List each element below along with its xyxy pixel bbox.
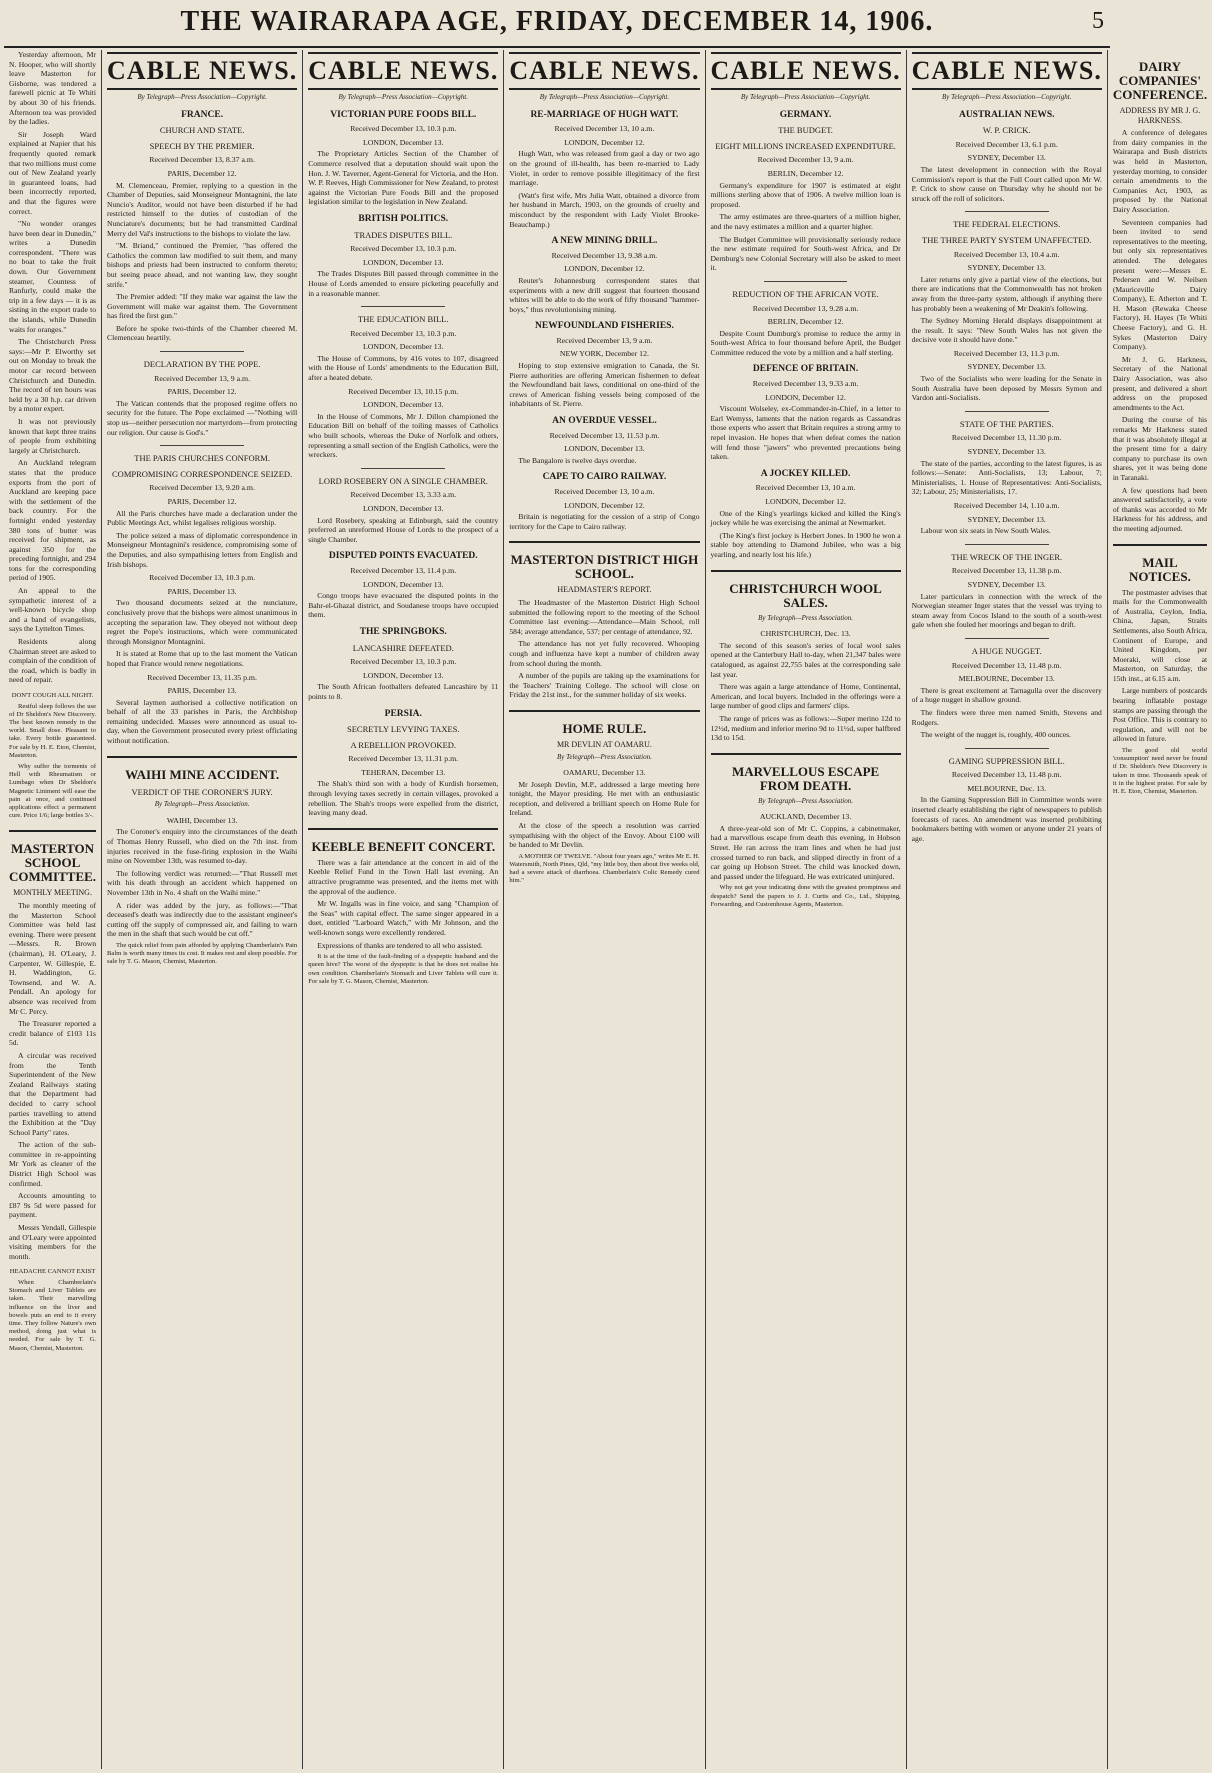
divider [509,541,699,543]
article-heading: RE-MARRIAGE OF HUGH WATT. [530,109,679,120]
section-heading: MASTERTON SCHOOL COMMITTEE. [9,841,97,885]
paragraph: The Christchurch Press says:—Mr P. Elworthy set out on Monday to break the motor car record between Christchurch and Dunedin. The record of ten hours was held by a 30 h.p. car driven by a motor expert. [9,337,97,414]
paragraph: The Coroner's enquiry into the circumstances of the death of Thomas Henry Russell, who died on the 7th inst. from injuries received in the fuse-firing explosion in the Waihi mine on November 13th, was resumed to-day. [107,827,298,866]
dateline: TEHERAN, December 13. [361,767,446,777]
dateline: LONDON, December 12. [564,137,645,147]
cable-news-banner: CABLE NEWS. [509,52,699,90]
divider [1113,544,1207,546]
received-line: Received December 13, 10.15 p.m. [348,386,459,396]
advertisement: Restful sleep follows the use of Dr Sheldon's New Discovery. The best known remedy in the world. Small dose. Pleasant to take. Every bottle guaranteed. For sale by H. E. Eton, Chemist, Masterton. [9,702,97,759]
received-line: Received December 13, 10 a.m. [755,483,856,493]
section-subheading: MONTHLY MEETING. [13,888,92,898]
article-heading: DISPUTED POINTS EVACUATED. [328,551,478,562]
cable-news-banner: CABLE NEWS. [912,52,1102,90]
paragraph: (The King's first jockey is Herbert Jones. In 1900 he won a stable boy attending to Diamond Jubilee, who was a big yearling, and nearly lost his life.) [710,530,901,559]
cable-news-banner: CABLE NEWS. [308,52,498,90]
dateline: SYDNEY, December 13. [967,579,1046,589]
dateline: LONDON, December 13. [362,670,444,680]
columns [4,50,1208,1769]
dateline: BERLIN, December 12. [767,317,844,327]
cable-news-banner: CABLE NEWS. [711,52,901,90]
divider [965,211,1049,212]
divider [965,638,1049,639]
paragraph: The Sydney Morning Herald displays disappointment at the result. It says: "New South Wales has not given the decisive vote it should have done." [911,316,1102,345]
paragraph: Several laymen authorised a collective notification on behalf of all the 33 parishes in Paris, the Archbishop remaining undecided. Masses were announced as usual to-day, when the Government prosecuted every priest officiating without notification. [107,697,298,746]
article-heading: FRANCE. [181,109,224,120]
paragraph: In the House of Commons, Mr J. Dillon championed the Education Bill on behalf of the toiling masses of Catholics who built schools, whereas the Duke of Norfolk and others, representing a small section of the English Catholics, were the wreckers. [308,411,499,460]
dateline: LONDON, December 13. [362,400,444,410]
section-heading: DAIRY COMPANIES' CONFERENCE. [1112,59,1208,102]
article-subheading: THE FEDERAL ELECTIONS. [953,219,1061,230]
paragraph: (Watt's first wife, Mrs Julia Watt, obtained a divorce from her husband in March, 1903, on the grounds of cruelty and misconduct by the respondent with Lady Violet Brooke-Beauchamp.) [509,190,700,229]
paragraph: The Bangalore is twelve days overdue. [518,455,637,465]
section-subheading: MR DEVLIN AT OAMARU. [556,739,652,749]
divider [107,756,297,758]
received-line: Received December 13, 11.31 p.m. [348,754,459,764]
article-subheading: THE THREE PARTY SYSTEM UNAFFECTED. [922,234,1092,245]
received-line: Received December 13, 9 a.m. [154,373,251,383]
article-subheading: SECRETLY LEVYING TAXES. [347,724,460,735]
paragraph: The range of prices was as follows:—Super merino 12d to 12½d, medium and inferior merino 9d to 11½d, super halfbred 13d to 15d. [710,713,901,743]
dateline: NEW YORK, December 12. [559,349,649,359]
received-line: Received December 13, 10.3 p.m. [350,328,457,338]
divider [160,351,244,352]
paragraph: The second of this season's series of local wool sales opened at the Canterbury Hall to-day, when 21,347 bales were catalogued, as against 22,755 bales at the corresponding sale last year. [710,640,901,679]
paragraph: Sir Joseph Ward explained at Napier that his frequently quoted remark that two millions must come out of New Zealand yearly in guaranteed loans, had been incorrectly reported, and that the figures were correct. [9,129,97,216]
paragraph: Seventeen companies had been invited to send representatives to the meeting, but only six representatives attended. The delegates present were:—Messrs E. Pedersen and W. Neilsen (Mauriceville Dairy Company), E. Atherton and T. H. Mason (Rewaka Cheese Factory), H. Hayes (Te Whiti Cheese Factory), and G. H. Sykes (Masterton Dairy Company). [1112,217,1208,352]
article-subheading: THE WRECK OF THE INGER. [951,551,1063,562]
paragraph: A three-year-old son of Mr C. Coppins, a cabinetmaker, had a marvellous escape from death this evening, in Hobson Street. He ran across the tram lines and when he had just crossed turned to run back, and slipped directly in front of a car going up Hobson Street. The child was knocked down, and passed under the lifeguard. He was extricated uninjured. [710,823,901,881]
paragraph: Messrs Yendall, Gillespie and O'Leary were appointed visiting members for the month. [9,1223,97,1261]
dateline: MELBOURNE, Dec. 13. [967,783,1047,793]
divider [361,468,445,469]
byline: By Telegraph—Press Association—Copyright. [740,93,871,101]
paragraph: A few questions had been answered satisfactorily, a vote of thanks was accorded to Mr Harkness for his address, and the meeting adjourned. [1112,485,1208,533]
paragraph: The Headmaster of the Masterton District High School submitted the following report to the meeting of the School Committee last evening:—Attendance—Main School, roll 584; average attendance, 537; per centage of attendance, 92. [509,597,700,636]
received-line: Received December 13, 10 a.m. [554,487,655,496]
article-heading: AUSTRALIAN NEWS. [958,109,1055,120]
paragraph: One of the King's yearlings kicked and killed the King's jockey while he was exercising the animal at Newmarket. [710,508,901,528]
advertisement: It is at the time of the fault-finding of a dyspeptic husband and the queen hive? The worst of the dyspeptic is that he does not realise his own condition. Chamberlain's Stomach and Liver Tablets will cure it. For sale by T. G. Mason, Chemist, Masterton. [308,953,499,985]
received-line: Received December 13, 9.20 a.m. [149,483,255,493]
paragraph: It is stated at Rome that up to the last moment the Vatican hoped that France would renew negotiations. [107,649,298,668]
article-subheading: DECLARATION BY THE POPE. [143,359,261,370]
article-subheading: REDUCTION OF THE AFRICAN VOTE. [732,288,879,299]
dateline: SYDNEY, December 13. [967,447,1046,457]
byline: By Telegraph—Press Association. [758,796,853,805]
paragraph: The Vatican contends that the proposed regime offers no security for the future. The Pope exclaimed —"Nothing will stop us—neither persecution nor martyrdom—from protecting our religion. Our cause is God's." [107,398,298,437]
received-line: Received December 13, 10.3 p.m. [350,244,457,254]
column-1 [4,50,102,1769]
section-heading: MARVELLOUS ESCAPE FROM DEATH. [731,763,880,793]
dateline: BERLIN, December 12. [767,168,844,178]
paragraph: All the Paris churches have made a declaration under the Public Meetings Act, whilst legalises religious worship. [107,508,298,528]
dateline: AUCKLAND, December 13. [759,812,852,822]
section-heading: MAIL NOTICES. [1129,554,1191,584]
article-heading: A NEW MINING DRILL. [551,236,658,247]
byline: By Telegraph—Press Association. [557,752,652,761]
advertisement: The quick relief from pain afforded by applying Chamberlain's Pain Balm is worth many times its cost. It makes rest and sleep possible. For sale by T. G. Mason, Chemist, Masterton. [107,941,298,966]
cable-news-banner: CABLE NEWS. [107,52,297,90]
paragraph: A rider was added by the jury, as follows:—"That deceased's death was indirectly due to the assistant engineer's cutting off the supply of compressed air, and failing to warn the men in the shaft that such would be cut off." [107,900,298,939]
section-subheading: ADDRESS BY MR J. G. HARKNESS. [1119,106,1201,125]
section-heading: WAIHI MINE ACCIDENT. [125,766,280,782]
article-heading: A JOCKEY KILLED. [760,468,851,479]
paragraph: The postmaster advises that mails for the Commonwealth of Australia, Ceylon, India, China, Japan, Straits Settlements, also South Africa, Continent of Europe, and United Kingdom, per Moeraki, will close at Masterton, on Saturday, the 15th inst., at 6.15 a.m. [1112,587,1208,683]
paragraph: In the Gaming Suppression Bill in Committee words were inserted clearly establishing the right of newspapers to publish forecasts of races. An amendment was inserted prohibiting bookmakers betting with women or anyone under 21 years of age. [911,795,1102,843]
masthead [4,2,1110,48]
article-subheading: CHURCH AND STATE. [159,125,245,136]
paragraph: Later particulars in connection with the wreck of the Norwegian steamer Inger states that the vessel was trying to steam away from Cocos Island to the south of a south-west gale when she fouled her moorings and began to drift. [911,591,1102,630]
paragraph: At the close of the speech a resolution was carried sympathising with the object of the Envoy. About £100 will be handed to Mr Devlin. [509,821,700,850]
page-number: 5 [1092,8,1104,34]
article-heading: THE SPRINGBOKS. [359,626,447,637]
received-line: Received December 13, 9.33 a.m. [752,379,859,389]
byline: By Telegraph—Press Association—Copyright. [137,93,267,101]
paragraph: The army estimates are three-quarters of a million higher, and the navy estimates a million and a quarter higher. [710,212,901,231]
paragraph: Mr J. G. Harkness, Secretary of the National Dairy Association, was also present, and delivered a short address on the proposed amendments to the Act. [1112,354,1208,412]
paragraph: Mr Joseph Devlin, M.P., addressed a large meeting here tonight, the Mayor presiding. He met with an enthusiastic reception, and delivered a brilliant speech on Home Rule for Ireland. [509,779,700,818]
byline: By Telegraph—Press Association. [758,613,853,622]
paragraph: There was again a large attendance of Home, Continental, American, and local buyers. Included in the offerings were a large number of good clips and farmers' clips. [710,682,901,711]
paragraph: Before he spoke two-thirds of the Chamber cheered M. Clemenceau heartily. [107,323,298,343]
divider [965,411,1049,412]
paragraph: Despite Count Dumburg's promise to reduce the army in South-west Africa to four thousand before April, the Budget Committee reduced the vote by a million and a half sterling. [710,328,901,357]
dateline: SYDNEY, December 13. [967,362,1046,372]
ad-heading: HEADACHE CANNOT EXIST [9,1268,96,1276]
section-heading: MASTERTON DISTRICT HIGH SCHOOL. [510,552,699,582]
received-line: Received December 13, 11.48 p.m. [951,770,1062,780]
paragraph: "No wonder oranges have been dear in Dunedin," writes a Dunedin correspondent. "There was no boat to take the fruit down. Our Government steamer, Countess of Ranfurly, could make the trip in a few days — it is as sisting in the export trade to the islands, while Dunedin waits for oranges." [9,219,97,334]
paragraph: During the course of his remarks Mr Harkness stated that it was absolutely illegal at the present time for a dairy company to purchase its own shares, yet it was being done in Taranaki. [1112,415,1208,482]
divider [711,753,901,755]
received-line: Received December 13, 6.1 p.m. [955,139,1058,149]
received-line: Received December 13, 11.53 p.m. [549,430,660,440]
paragraph: The House of Commons, by 416 votes to 107, disagreed with the House of Lords' amendments to the Education Bill, after a heated debate. [308,353,499,383]
article-subheading: LORD ROSEBERY ON A SINGLE CHAMBER. [318,475,488,486]
received-line: Received December 13, 9.28 a.m. [752,303,859,313]
paragraph: The latest development in connection with the Royal Commission's report is that the Full Court called upon Mr W. P. Crick to show cause on Thursday why he should not be struck off the roll of solicitors. [911,164,1102,203]
paragraph: The South African footballers defeated Lancashire by 11 points to 8. [308,682,499,701]
paragraph: Lord Rosebery, speaking at Edinburgh, said the country preferred an unreformed House of Lords to the prospect of a single Chamber. [308,515,499,544]
dateline: LONDON, December 13. [362,342,444,352]
paragraph: Expressions of thanks are tendered to all who assisted. [317,940,483,950]
divider [764,281,848,282]
paragraph: An Auckland telegram states that the produce exports from the port of Auckland are keeping pace with the settlement of the back country. For the fortnight ended yesterday 380 tons of butter was received for shipment, as against 350 for the preceding fortnight, and 294 tons for the corresponding period of 1905. [9,458,97,583]
divider [711,570,901,572]
received-line: Received December 13, 10 a.m. [554,124,655,134]
paragraph: The attendance has not yet fully recovered. Whooping cough and influenza have kept a number of children away from school during the month. [509,639,700,668]
paragraph: The Treasurer reported a credit balance of £103 11s 5d. [9,1019,97,1048]
article-subheading: VERDICT OF THE CORONER'S JURY. [131,786,273,797]
divider [965,544,1049,545]
dateline: PARIS, December 12. [167,497,237,506]
dateline: PARIS, December 13. [167,586,237,596]
paragraph: The Shah's third son with a body of Kurdish horsemen, through levying taxes secretly in certain villages, provoked a rebellion. The Shah's troops were expelled from the district, leaving many dead. [308,779,499,818]
paragraph: Yesterday afternoon, Mr N. Hooper, who will shortly leave Masterton for Gisborne, was tendered a farewell picnic at Te Whiti by about 30 of his friends. Afternoon tea was provided by the ladies. [9,50,97,127]
divider [9,830,96,832]
received-line: Received December 13, 11.38 p.m. [951,566,1062,576]
received-line: Received December 13, 10.3 p.m. [350,124,457,134]
paragraph: The following verdict was returned:—"That Russell met with his death through an accident which happened on November 13th in No. 4 shaft on the Waihi mine." [107,868,298,897]
received-line: Received December 13, 9 a.m. [556,335,653,345]
advertisement: When Chamberlain's Stomach and Liver Tablets are taken. Their marvelling influence on the liver and bowels puts an end to it every time. They follow Nature's own method, doing just what is needed. For sale by T. G. Mason, Chemist, Masterton. [9,1279,97,1352]
paragraph: The Premier added: "If they make war against the law the Government will make war against them. The Government has fired the first gun." [107,292,298,321]
dateline: PARIS, December 13. [167,686,237,696]
paragraph: Later returns only give a partial view of the elections, but there are indications that the Commonwealth has not broken away from the three-party system, although if anything there has probably been a weakening of Mr Deakin's following. [911,274,1102,313]
received-line: Received December 13, 10.3 p.m. [350,657,457,667]
article-subheading: GAMING SUPPRESSION BILL. [948,755,1065,766]
newspaper-title: THE WAIRARAPA AGE, FRIDAY, DECEMBER 14, 1906. [180,6,934,37]
advertisement: Why suffer the torments of Hell with Rheumatism or Lumbago when Dr Sheldon's Magnetic Liniment will ease the pain at once, and continued applications effect a permanent cure. Price 1/6; large bottles 3/-. [9,763,97,820]
received-line: Received December 13, 8.37 a.m. [149,155,255,165]
received-line: Received December 13, 11.48 p.m. [951,660,1062,670]
article-heading: DEFENCE OF BRITAIN. [752,364,859,375]
article-subheading: A HUGE NUGGET. [971,645,1042,656]
article-heading: CAPE TO CAIRO RAILWAY. [542,472,667,483]
paragraph: Mr W. Ingalls was in fine voice, and sang "Champion of the Seas" with capital effect. The same singer appeared in a duet, entitled "Larboard Watch," with Mr Johnson, and the well-known songs were excellently rendered. [308,899,499,937]
paragraph: Hoping to stop extensive emigration to Canada, the St. Pierre authorities are offering American fishermen to defeat the Newfoundland bait laws, conditional on one-third of the crews of American fishing vessels being composed of the inhabitants of St. Pierre. [509,361,700,409]
advertisement: A MOTHER OF TWELVE. "About four years ago," writes Mr E. H. Watersmith, North Pines, Qld, "my little boy, then about five weeks old, had a severe attack of diarrhoea. Chamberlain's Colic Remedy cured him." [509,852,700,885]
received-line: Received December 13, 11.30 p.m. [951,433,1062,443]
paragraph: Viscount Wolseley, ex-Commander-in-Chief, in a letter to Earl Wemyss, laments that the nation regards as Cassandras those experts who assert that Britain requires a strong army to repel invasion. He hopes that when defeat comes the nation will fend those "jawers" who prevented precautions being taken. [710,404,901,462]
paragraph: An appeal to the sympathetic interest of a well-known bicycle shop and a band of evangelists, says the Lyttelton Times. [9,586,97,634]
section-heading: HOME RULE. [562,720,647,736]
dateline: LONDON, December 12. [564,264,645,274]
column-3 [303,50,504,1769]
article-heading: NEWFOUNDLAND FISHERIES. [535,321,674,332]
dateline: WAIHI, December 13. [166,815,238,825]
article-subheading: A REBELLION PROVOKED. [350,739,457,750]
divider [308,828,498,830]
dateline: SYDNEY, December 13. [967,153,1046,163]
paragraph: Large numbers of postcards bearing inflatable postage stamps are passing through the Post Office. This is contrary to regulation, and will not be allowed in future. [1112,686,1208,744]
paragraph: The police seized a mass of diplomatic correspondence in Monseigneur Montagnini's residence, compromising some of the Deputies, and also sympathising letters from English and Irish bishops. [107,530,298,569]
paragraph: Residents along Chairman street are asked to complain of the condition of the road, which is badly in need of repair. [9,637,97,685]
dateline: SYDNEY, December 13. [967,263,1046,273]
ad-heading: DON'T COUGH ALL NIGHT. [11,692,94,699]
byline: By Telegraph—Press Association—Copyright. [338,93,468,101]
article-subheading: EIGHT MILLIONS INCREASED EXPENDITURE. [715,140,896,151]
article-heading: AN OVERDUE VESSEL. [552,416,657,427]
received-line: Received December 13, 9 a.m. [757,155,854,165]
paragraph: The Budget Committee will provisionally seriously reduce the new estimate required for South-west Africa, and Dr Dernburg's new Colonial Secretary will also be asked to meet it. [710,234,901,273]
paragraph: Reuter's Johannesburg correspondent states that experiments with a new drill suggest that fourteen thousand whites will be able to do the work of fifty thousand "hammer-boys," thus revolutionising mining. [509,275,700,314]
dateline: LONDON, December 13. [362,504,444,513]
article-subheading: STATE OF THE PARTIES. [959,418,1054,429]
article-subheading: SPEECH BY THE PREMIER. [149,140,255,151]
paragraph: The Trades Disputes Bill passed through committee in the House of Lords amended to ensure picketing peacefully and in a reasonable manner. [308,269,499,298]
article-subheading: W. P. CRICK. [982,125,1031,136]
article-subheading: COMPROMISING CORRESPONDENCE SEIZED. [112,468,293,479]
paragraph: Britain is negotiating for the cession of a strip of Congo territory for the Cape to Cairo railway. [509,512,700,531]
received-line: Received December 13, 9.38 a.m. [551,250,658,260]
paragraph: The action of the sub-committee in re-appointing Mr York as cleaner of the District High School was confirmed. [9,1140,97,1188]
paragraph: The weight of the nugget is, roughly, 400 ounces. [920,730,1071,740]
dateline: LONDON, December 12. [765,497,846,506]
article-subheading: TRADES DISPUTES BILL. [354,229,453,240]
paragraph: Two thousand documents seized at the nunciature, conclusively prove that the bishops were almost unanimous in accepting the separation law. They obeyed not without deep regret the Pope's instructions, which were communicated through Monsignor Montagnini. [107,598,298,646]
dateline: PARIS, December 12. [167,168,237,178]
column-4 [504,50,705,1769]
advertisement: Why not get your indicating done with the greatest promptness and despatch? Send the papers to J. J. Curtis and Co., Ltd., Shipping, Forwarding, and Customhouse Agents, Masterton. [710,884,901,908]
received-line: Received December 14, 1.10 a.m. [953,501,1060,510]
dateline: LONDON, December 13. [362,579,444,589]
article-heading: BRITISH POLITICS. [358,213,449,224]
byline: By Telegraph—Press Association. [154,800,250,809]
paragraph: A conference of delegates from dairy companies in the Wairarapa and Bush districts was held in Masterton, yesterday morning, to consider certain amendments to the Companies Act, 1903, as proposed by the National Dairy Association. [1112,128,1208,214]
article-subheading: LANCASHIRE DEFEATED. [352,642,454,653]
dateline: LONDON, December 13. [362,137,444,147]
dateline: LONDON, December 12. [564,500,645,510]
paragraph: The finders were three men named Smith, Stevens and Rodgers. [911,707,1102,727]
article-heading: VICTORIAN PURE FOODS BILL. [330,109,477,120]
paragraph: Accounts amounting to £87 9s 5d were passed for payment. [9,1191,97,1220]
byline: By Telegraph—Press Association—Copyright. [539,93,670,101]
received-line: Received December 13, 11.3 p.m. [953,348,1060,358]
paragraph: M. Clemenceau, Premier, replying to a question in the Chamber of Deputies, said Monseigneur Montagnini, the late Nuncio's Auditor, would not have been disturbed if he had restricted himself to the duties of custodian of the Nunciature's documents; but he had transmitted Cardinal Merry del Val's instructions to the bishops to violate the law. [107,180,298,238]
article-subheading: THE EDUCATION BILL. [358,314,449,325]
paragraph: A circular was received from the Tenth Superintendent of the New Zealand Railways stating that the Department had decided to carry school parties travelling to attend the Exhibition at the "Day School Party" rates. [9,1050,97,1137]
column-5 [706,50,907,1769]
paragraph: The Proprietary Articles Section of the Chamber of Commerce resolved that a deputation should wait upon the Hon. J. W. Taverner, Agent-General for Victoria, and the Hon. W. P. Reeves, High Commissioner for New Zealand, to protest against the Victorian Pure Foods Bill and the proposed legislation similar to the legislation in New Zealand. [308,149,499,207]
paragraph: There was a fair attendance at the concert in aid of the Keeble Relief Fund in the Town Hall last evening. An attractive programme was presented, and the items met with the approval of the audience. [308,857,499,896]
paragraph: "M. Briand," continued the Premier, "has offered the Catholics the common law modified to suit them, and many bishops and priests had been instructed to conform thereto; but seeing peace ahead, and not wanting law, they sought strife." [107,241,298,289]
received-line: Received December 13, 11.35 p.m. [147,672,257,682]
dateline: MELBOURNE, December 13. [958,674,1055,684]
dateline: LONDON, December 13. [362,257,444,267]
article-heading: GERMANY. [779,109,832,120]
paragraph: Two of the Socialists who were leading for the Senate in South Australia have been deposed by Messrs Symon and Vardon anti-Socialists. [911,374,1102,403]
advertisement: The good old world 'consumption' need never be found if Dr. Sheldon's New Discovery is taken in time. Thousands speak of it in the highest praise. For sale by H. E. Eton, Chemist, Masterton. [1112,747,1208,796]
paragraph: Hugh Watt, who was released from gaol a day or two ago on the ground of ill-health, has been re-married to Lady Violet, in order to remove possible illegitimacy of the first marriage. [509,149,700,188]
column-6 [907,50,1108,1769]
paragraph: A number of the pupils are taking up the examinations for the Teachers' Training College. The school will close on Friday the 21st inst., for the summer holiday of six weeks. [509,671,700,700]
received-line: Received December 13, 11.4 p.m. [350,565,457,575]
dateline: CHRISTCHURCH, Dec. 13. [760,629,851,639]
section-heading: KEEBLE BENEFIT CONCERT. [311,838,496,854]
divider [361,306,445,307]
paragraph: There is great excitement at Tarnagulla over the discovery of a huge nugget in shallow ground. [911,685,1102,705]
article-heading: PERSIA. [384,708,422,719]
dateline: OAMARU, December 13. [563,768,646,778]
column-7 [1108,50,1212,1769]
dateline: PARIS, December 12. [167,387,237,397]
dateline: LONDON, December 13. [564,444,645,454]
article-subheading: THE BUDGET. [778,125,833,136]
divider [509,710,699,712]
dateline: SYDNEY, December 13. [967,514,1046,524]
received-line: Received December 13, 3.33 a.m. [350,490,457,500]
column-2 [102,50,303,1769]
paragraph: It was not previously known that kept three trains of people from exhibiting largely at Christchurch. [9,416,97,455]
paragraph: Labour won six seats in New South Wales. [920,526,1051,536]
paragraph: The state of the parties, according to the latest figures, is as follows:—Senate: Anti-Socialists, 13; Labour, 7; Ministerialists, 1. House of Representatives: Anti-Socialists, 32; Labour, 25; Ministerialists, 17. [911,458,1102,497]
received-line: Received December 13, 10.4 a.m. [953,249,1060,259]
paragraph: Congo troops have evacuated the disputed points in the Bahr-el-Ghazal district, and Soudanese troops have occupied them. [308,591,499,620]
dateline: LONDON, December 12. [765,392,846,402]
byline: By Telegraph—Press Association—Copyright. [942,93,1072,101]
divider [160,445,244,446]
paragraph: Germany's expenditure for 1907 is estimated at eight millions sterling above that of 1906. A twelve million loan is proposed. [710,180,901,209]
paragraph: The monthly meeting of the Masterton School Committee was held last evening. There were present—Messrs. R. Brown (chairman), H. O'Leary, J. Carpenter, W. Gillespie, E. H. Waddington, G. Townsend, and W. A. Pendall. An apology for absence was received from Mr C. Percy. [9,901,97,1016]
section-subheading: HEADMASTER'S REPORT. [557,585,652,595]
section-heading: CHRISTCHURCH WOOL SALES. [729,580,882,610]
article-subheading: THE PARIS CHURCHES CONFORM. [134,453,270,464]
divider [965,748,1049,749]
received-line: Received December 13, 10.3 p.m. [149,573,256,583]
